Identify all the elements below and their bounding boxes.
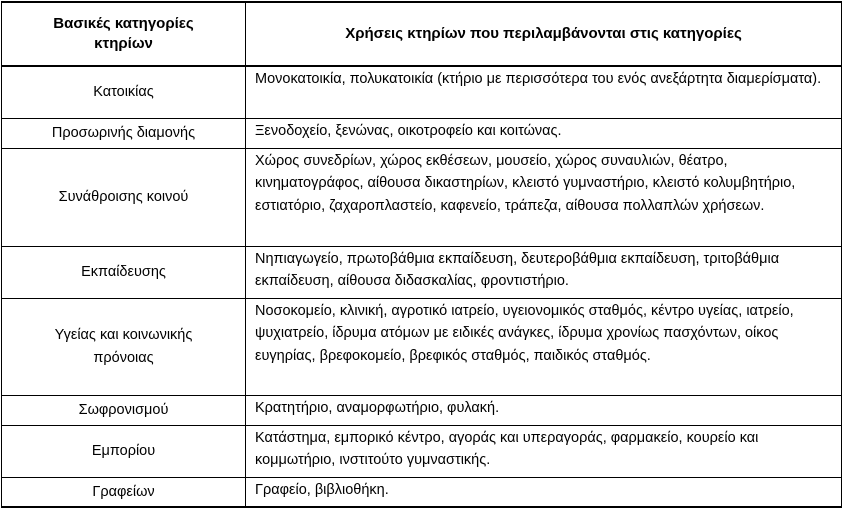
- category-cell: Γραφείων: [2, 477, 246, 507]
- header-basic-categories: Βασικές κατηγορίες κτηρίων: [2, 2, 246, 66]
- category-cell: Προσωρινής διαμονής: [2, 118, 246, 148]
- uses-cell: Νηπιαγωγείο, πρωτοβάθμια εκπαίδευση, δευτεροβάθμια εκπαίδευση, τριτοβάθμια εκπαίδευση, αίθουσα διδασκαλίας, φροντιστήριο.: [246, 246, 842, 298]
- table-row: [2, 148, 842, 246]
- header-building-uses: Χρήσεις κτηρίων που περιλαμβάνονται στις κατηγορίες: [246, 2, 842, 66]
- table-row: [2, 298, 842, 395]
- category-cell: Εμπορίου: [2, 425, 246, 477]
- table-row: [2, 66, 842, 118]
- uses-cell: Γραφείο, βιβλιοθήκη.: [246, 477, 842, 507]
- uses-cell: Κατάστημα, εμπορικό κέντρο, αγοράς και υπεραγοράς, φαρμακείο, κουρείο και κομμωτήριο, ινστιτούτο γυμναστικής.: [246, 425, 842, 477]
- table-row: [2, 395, 842, 425]
- category-cell: Εκπαίδευσης: [2, 246, 246, 298]
- uses-cell: Μονοκατοικία, πολυκατοικία (κτήριο με περισσότερα του ενός ανεξάρτητα διαμερίσματα).: [246, 66, 842, 118]
- table-row: [2, 118, 842, 148]
- category-cell: Σωφρονισμού: [2, 395, 246, 425]
- uses-cell: Ξενοδοχείο, ξενώνας, οικοτροφείο και κοιτώνας.: [246, 118, 842, 148]
- table-header-row: [2, 2, 842, 66]
- category-cell: Υγείας και κοινωνικής πρόνοιας: [2, 298, 246, 395]
- table-row: [2, 246, 842, 298]
- uses-cell: Κρατητήριο, αναμορφωτήριο, φυλακή.: [246, 395, 842, 425]
- uses-cell: Νοσοκομείο, κλινική, αγροτικό ιατρείο, υγειονομικός σταθμός, κέντρο υγείας, ιατρείο, ψυχιατρείο, ίδρυμα ατόμων με ειδικές ανάγκες, ίδρυμα χρονίως πασχόντων, οίκος ευγηρίας, βρεφοκομείο, βρεφικός σταθμός, παιδικός σταθμός.: [246, 298, 842, 395]
- uses-cell: Χώρος συνεδρίων, χώρος εκθέσεων, μουσείο, χώρος συναυλιών, θέατρο, κινηματογράφος, αίθουσα δικαστηρίων, κλειστό γυμναστήριο, κλειστό κολυμβητήριο, εστιατόριο, ζαχαροπλαστείο, καφενείο, τράπεζα, αίθουσα πολλαπλών χρήσεων.: [246, 148, 842, 246]
- table-row: [2, 425, 842, 477]
- category-cell: Συνάθροισης κοινού: [2, 148, 246, 246]
- table-row: [2, 477, 842, 507]
- building-categories-table: [1, 1, 842, 508]
- category-cell: Κατοικίας: [2, 66, 246, 118]
